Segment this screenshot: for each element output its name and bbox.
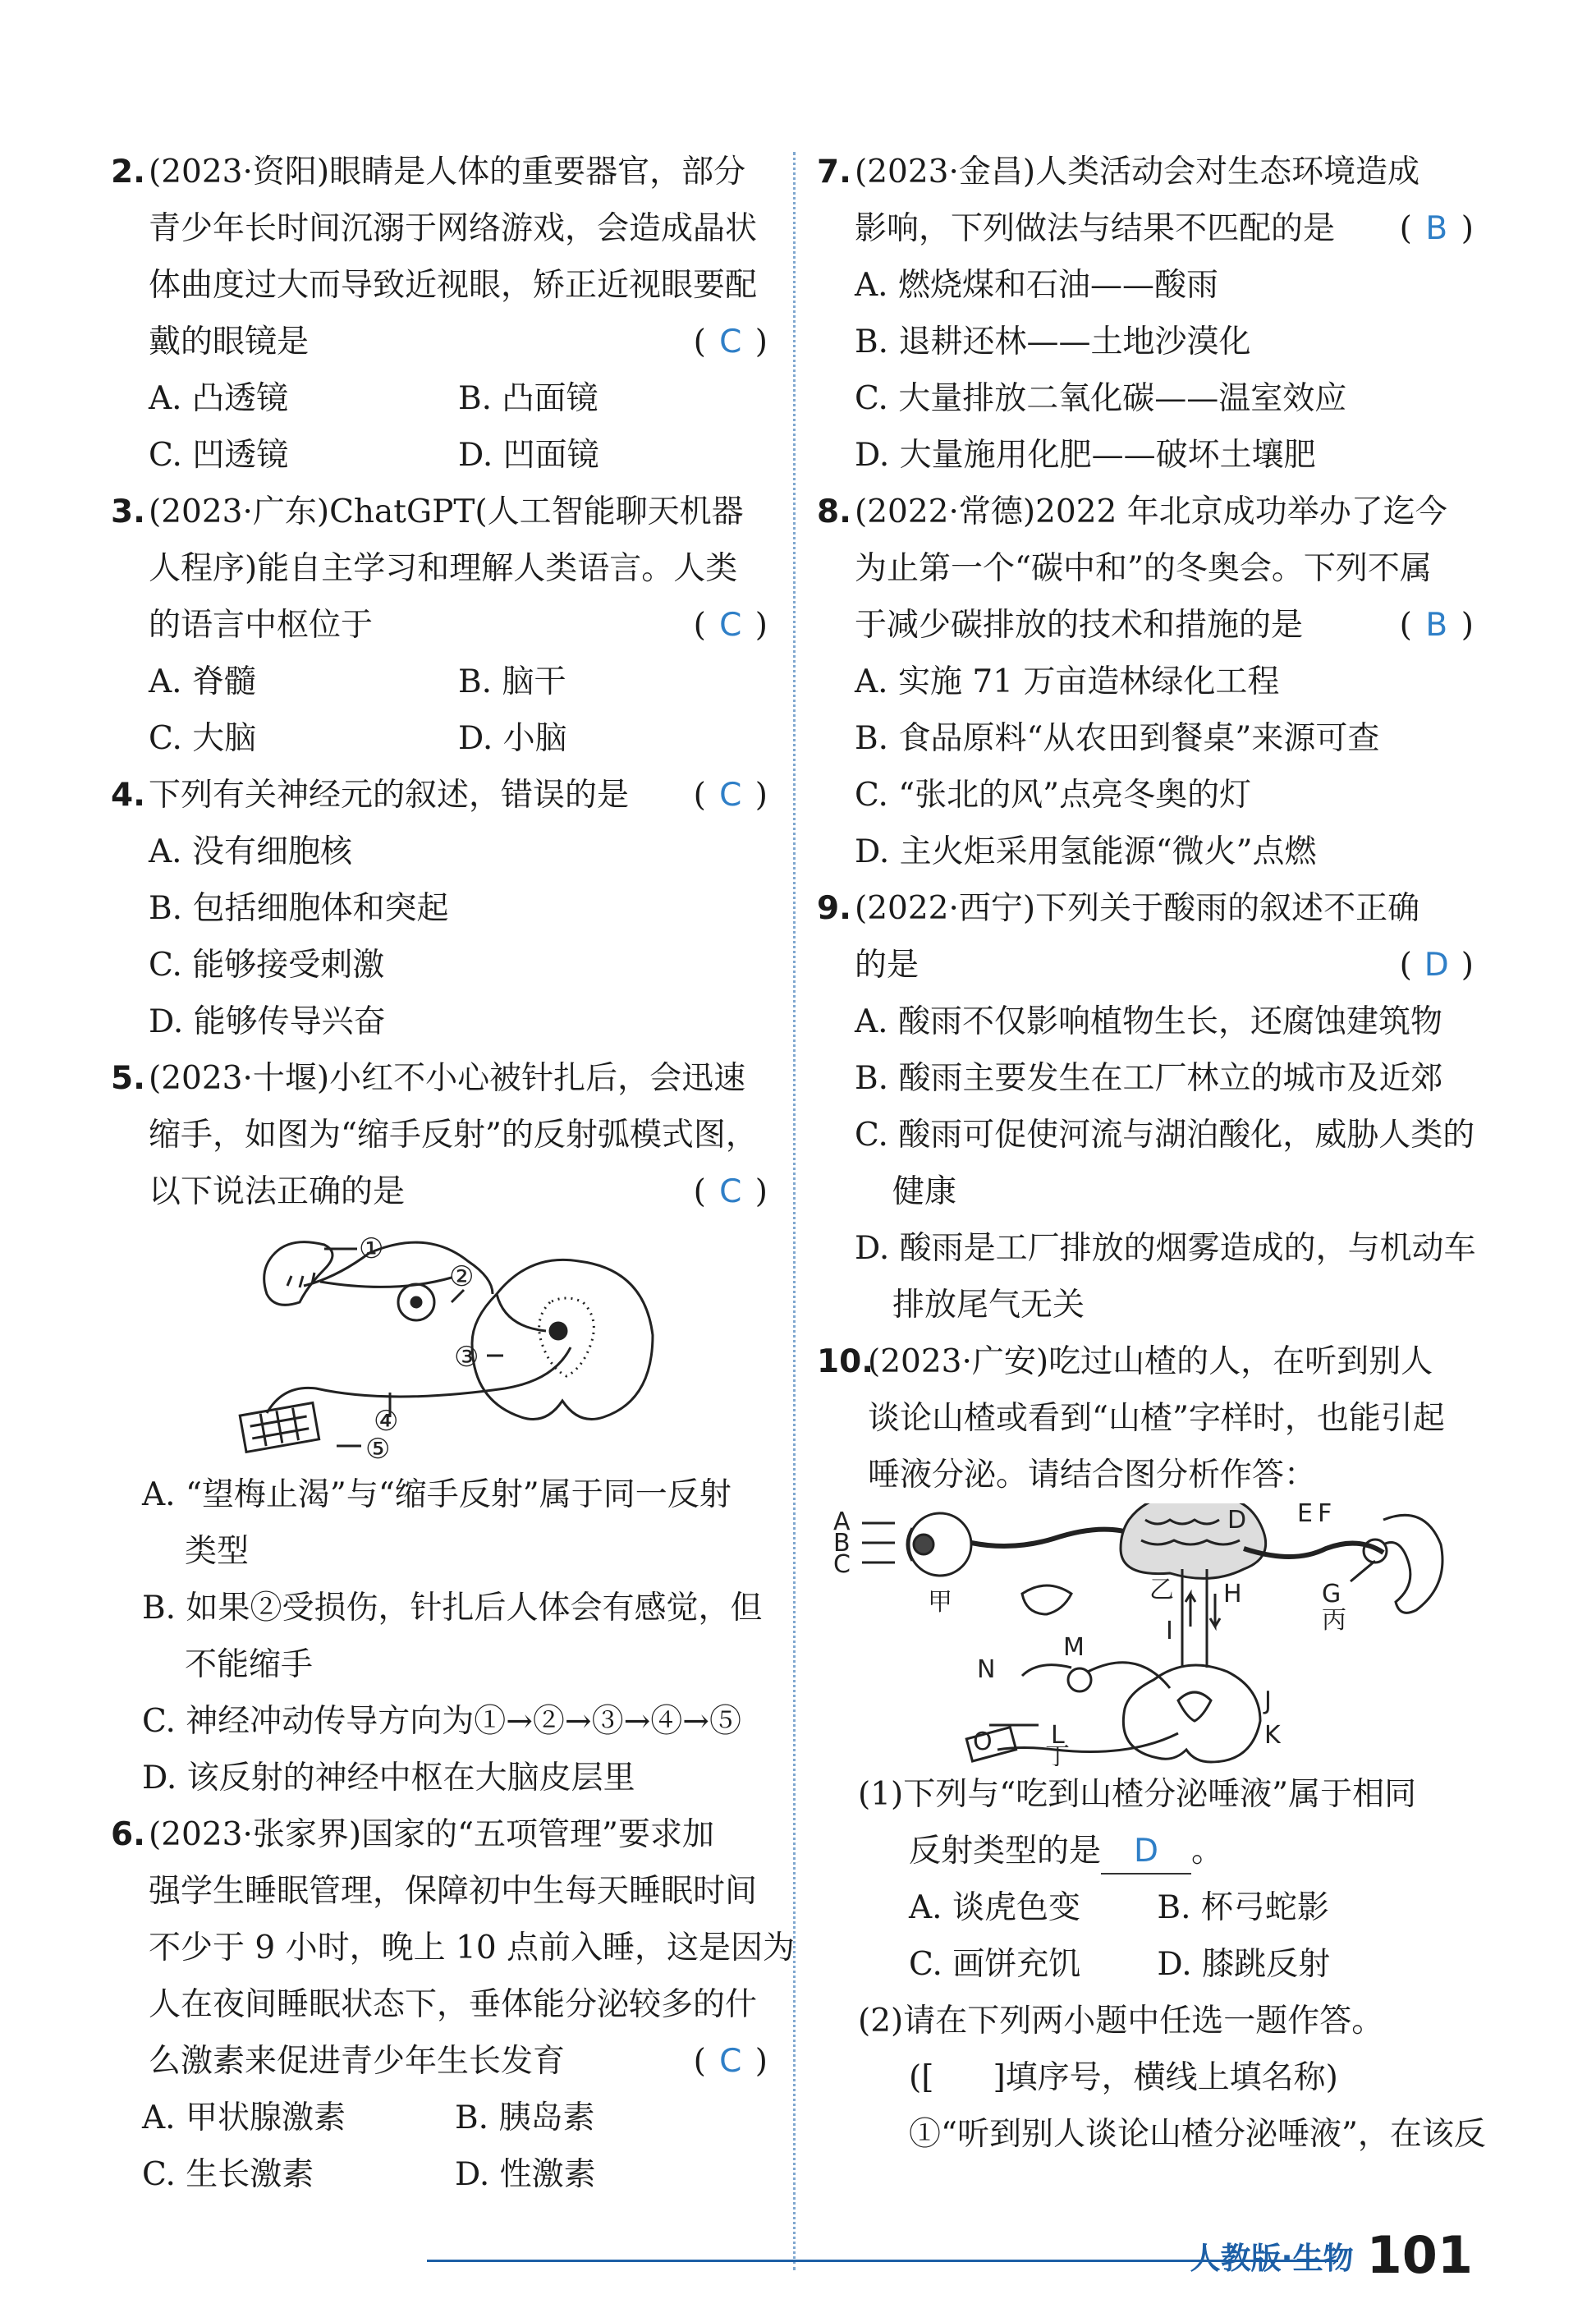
answer-value: C xyxy=(719,324,742,360)
question-number: 10. xyxy=(817,1343,874,1380)
option: C. 生长激素 xyxy=(142,2156,314,2193)
option: B. 如果②受损伤，针扎后人体会有感觉，但 xyxy=(142,1590,763,1627)
question-text: (2022·常德)2022 年北京成功举办了迄今 xyxy=(855,493,1447,530)
question-text: 唾液分泌。请结合图分析作答： xyxy=(868,1457,1317,1494)
option: D. 主火炬采用氢能源“微火”点燃 xyxy=(855,833,1317,870)
option: A. 甲状腺激素 xyxy=(142,2099,346,2136)
question-text: 下列有关神经元的叙述，错误的是 xyxy=(149,777,630,814)
question-number: 4. xyxy=(111,777,145,814)
answer-value: D xyxy=(1424,947,1449,984)
figure-label: K xyxy=(1264,1721,1281,1750)
option: D. 膝跳反射 xyxy=(1157,1946,1331,1983)
answer-value: B xyxy=(1425,210,1448,247)
figure-label: ④ xyxy=(374,1405,399,1438)
book-label: 人教版·生物 xyxy=(1190,2240,1354,2276)
option: 不能缩手 xyxy=(185,1646,314,1683)
figure-label: ① xyxy=(359,1232,384,1265)
answer-bracket: ( B ) xyxy=(1400,597,1474,654)
question-text: (2023·广安)吃过山楂的人，在听到别人 xyxy=(868,1343,1433,1380)
subquestion-text: (2)请在下列两小题中任选一题作答。 xyxy=(858,2003,1384,2040)
answer-value: B xyxy=(1425,607,1448,644)
option: C. “张北的风”点亮冬奥的灯 xyxy=(855,777,1252,814)
question-text: 谈论山楂或看到“山楂”字样时，也能引起 xyxy=(868,1400,1445,1437)
option: B. 胰岛素 xyxy=(455,2099,595,2136)
option: D. 酸雨是工厂排放的烟雾造成的，与机动车 xyxy=(855,1230,1476,1267)
question-text: 人在夜间睡眠状态下，垂体能分泌较多的什 xyxy=(149,1986,758,2023)
optic-nerve xyxy=(971,1530,1135,1546)
option: D. 大量施用化肥——破坏土壤肥 xyxy=(855,437,1316,474)
option: C. 神经冲动传导方向为①→②→③→④→⑤ xyxy=(142,1703,741,1740)
option: A. 凸透镜 xyxy=(149,380,288,417)
answer-value: C xyxy=(719,607,742,644)
question-text: 于减少碳排放的技术和措施的是 xyxy=(855,607,1304,644)
option: B. 食品原料“从农田到餐桌”来源可查 xyxy=(855,720,1380,757)
option: 排放尾气无关 xyxy=(892,1287,1085,1324)
option: 类型 xyxy=(185,1533,250,1570)
question-number: 9. xyxy=(817,890,851,927)
figure-label: ⑤ xyxy=(365,1433,391,1466)
reflex-arc-figure xyxy=(111,1220,768,1466)
question-text: 的是 xyxy=(855,947,920,984)
figure-label: D xyxy=(1227,1506,1247,1535)
option: D. 小脑 xyxy=(458,720,567,757)
subquestion-text: ①“听到别人谈论山楂分泌唾液”，在该反 xyxy=(909,2116,1486,2153)
option: A. “望梅止渴”与“缩手反射”属于同一反射 xyxy=(142,1476,732,1513)
option: B. 脑干 xyxy=(458,663,566,700)
conditioned-reflex-figure xyxy=(817,1503,1474,1766)
question-7 xyxy=(817,144,1474,484)
figure-label: 丁 xyxy=(1045,1742,1070,1766)
question-text: 的语言中枢位于 xyxy=(149,607,374,644)
reflex-pathway-diagram xyxy=(817,1503,1474,1766)
question-text: (2023·十堰)小红不小心被针扎后，会迅速 xyxy=(149,1060,746,1097)
question-number: 8. xyxy=(817,493,851,530)
answer-bracket: ( C ) xyxy=(694,767,768,824)
answer-value: C xyxy=(719,2043,742,2080)
question-2 xyxy=(111,144,768,484)
question-number: 3. xyxy=(111,493,145,530)
option: A. 实施 71 万亩造林绿化工程 xyxy=(855,663,1280,700)
question-text: (2022·西宁)下列关于酸雨的叙述不正确 xyxy=(855,890,1420,927)
skin-receptor xyxy=(264,1242,332,1306)
question-9 xyxy=(817,880,1474,1333)
question-text: 么激素来促进青少年生长发育 xyxy=(149,2043,566,2080)
question-text: 戴的眼镜是 xyxy=(149,324,310,360)
figure-label: G xyxy=(1322,1580,1341,1608)
option: D. 能够传导兴奋 xyxy=(149,1003,386,1040)
option: C. 能够接受刺激 xyxy=(149,947,385,984)
question-text: 以下说法正确的是 xyxy=(149,1173,406,1210)
answer-bracket: ( C ) xyxy=(694,1163,768,1220)
option: C. 画饼充饥 xyxy=(909,1946,1081,1983)
figure-label: 丙 xyxy=(1322,1606,1346,1635)
option: C. 酸雨可促使河流与湖泊酸化，威胁人类的 xyxy=(855,1117,1475,1154)
answer-bracket: ( D ) xyxy=(1400,937,1474,993)
left-column xyxy=(111,144,796,2203)
figure-label: B xyxy=(833,1529,851,1558)
option: B. 退耕还林——土地沙漠化 xyxy=(855,324,1251,360)
figure-label: M xyxy=(1063,1633,1085,1662)
option: D. 凹面镜 xyxy=(458,437,599,474)
question-number: 7. xyxy=(817,154,851,190)
option: A. 酸雨不仅影响植物生长，还腐蚀建筑物 xyxy=(855,1003,1442,1040)
option: B. 酸雨主要发生在工厂林立的城市及近郊 xyxy=(855,1060,1443,1097)
figure-label: 甲 xyxy=(928,1588,952,1617)
option: A. 没有细胞核 xyxy=(149,833,352,870)
question-text: (2023·广东)ChatGPT(人工智能聊天机器 xyxy=(149,493,744,530)
figure-label: C xyxy=(833,1550,851,1579)
option: C. 大量排放二氧化碳——温室效应 xyxy=(855,380,1347,417)
ear xyxy=(1383,1515,1442,1613)
figure-label: A xyxy=(833,1507,851,1536)
answer-bracket: ( C ) xyxy=(694,314,768,370)
question-text: 青少年长时间沉溺于网络游戏，会造成晶状 xyxy=(149,210,758,247)
figure-label: O xyxy=(973,1728,993,1756)
subquestion-text: 。 xyxy=(1191,1833,1224,1870)
answer-value: C xyxy=(719,1173,742,1210)
question-5 xyxy=(111,1050,768,1806)
question-text: 为止第一个“碳中和”的冬奥会。下列不属 xyxy=(855,550,1432,587)
figure-label: ② xyxy=(449,1260,475,1293)
answer-bracket: ( C ) xyxy=(694,2033,768,2090)
right-column xyxy=(817,144,1486,2163)
receptor xyxy=(1022,1585,1071,1614)
spinal-cord xyxy=(1123,1665,1260,1762)
subquestion-text: ([ xyxy=(909,2059,934,2096)
figure-label: L xyxy=(1051,1721,1065,1750)
option: C. 凹透镜 xyxy=(149,437,289,474)
option: 健康 xyxy=(892,1173,957,1210)
question-text: 不少于 9 小时，晚上 10 点前入睡，这是因为 xyxy=(149,1930,796,1966)
subquestion-text: ]填序号，横线上填名称) xyxy=(993,2059,1338,2096)
question-text: 人程序)能自主学习和理解人类语言。人类 xyxy=(149,550,738,587)
option: C. 大脑 xyxy=(149,720,257,757)
question-text: (2023·张家界)国家的“五项管理”要求加 xyxy=(149,1816,714,1853)
option: A. 谈虎色变 xyxy=(909,1889,1080,1926)
page-number: 101 xyxy=(1366,2225,1473,2285)
page-footer xyxy=(1190,2225,1473,2285)
subquestion-text: (1)下列与“吃到山楂分泌唾液”属于相同 xyxy=(858,1776,1417,1813)
option: D. 性激素 xyxy=(455,2156,596,2193)
figure-label: J xyxy=(1264,1686,1272,1715)
question-6 xyxy=(111,1806,796,2203)
question-8 xyxy=(817,484,1474,880)
question-number: 5. xyxy=(111,1060,145,1097)
option: B. 杯弓蛇影 xyxy=(1157,1889,1329,1926)
option: A. 脊髓 xyxy=(149,663,256,700)
question-number: 2. xyxy=(111,154,145,190)
question-text: 体曲度过大而导致近视眼，矫正近视眼要配 xyxy=(149,267,758,304)
answer-bracket: ( B ) xyxy=(1400,200,1474,257)
option: A. 燃烧煤和石油——酸雨 xyxy=(855,267,1218,304)
reflex-arc-diagram xyxy=(111,1220,768,1466)
option: D. 该反射的神经中枢在大脑皮层里 xyxy=(142,1760,635,1797)
option: B. 凸面镜 xyxy=(458,380,598,417)
question-4 xyxy=(111,767,768,1050)
answer-value: C xyxy=(719,777,742,814)
question-10 xyxy=(817,1333,1486,2163)
question-text: 缩手，如图为“缩手反射”的反射弧模式图， xyxy=(149,1117,758,1154)
question-text: 强学生睡眠管理，保障初中生每天睡眠时间 xyxy=(149,1873,758,1910)
question-number: 6. xyxy=(111,1816,145,1853)
answer-bracket: ( C ) xyxy=(694,597,768,654)
question-3 xyxy=(111,484,768,767)
subquestion-text: 反射类型的是 xyxy=(909,1833,1102,1870)
figure-label: F xyxy=(1318,1503,1332,1528)
figure-label: 乙 xyxy=(1149,1576,1174,1604)
figure-label: ③ xyxy=(454,1341,479,1374)
figure-label: H xyxy=(1223,1580,1242,1608)
figure-label: N xyxy=(977,1655,996,1684)
question-text: (2023·金昌)人类活动会对生态环境造成 xyxy=(855,154,1420,190)
question-text: (2023·资阳)眼睛是人体的重要器官，部分 xyxy=(149,154,746,190)
question-text: 影响，下列做法与结果不匹配的是 xyxy=(855,210,1336,247)
option: B. 包括细胞体和突起 xyxy=(149,890,449,927)
answer-blank: D xyxy=(1101,1830,1191,1875)
figure-label: E xyxy=(1297,1503,1313,1528)
figure-label: I xyxy=(1166,1617,1173,1645)
spinal-cord xyxy=(472,1260,653,1419)
